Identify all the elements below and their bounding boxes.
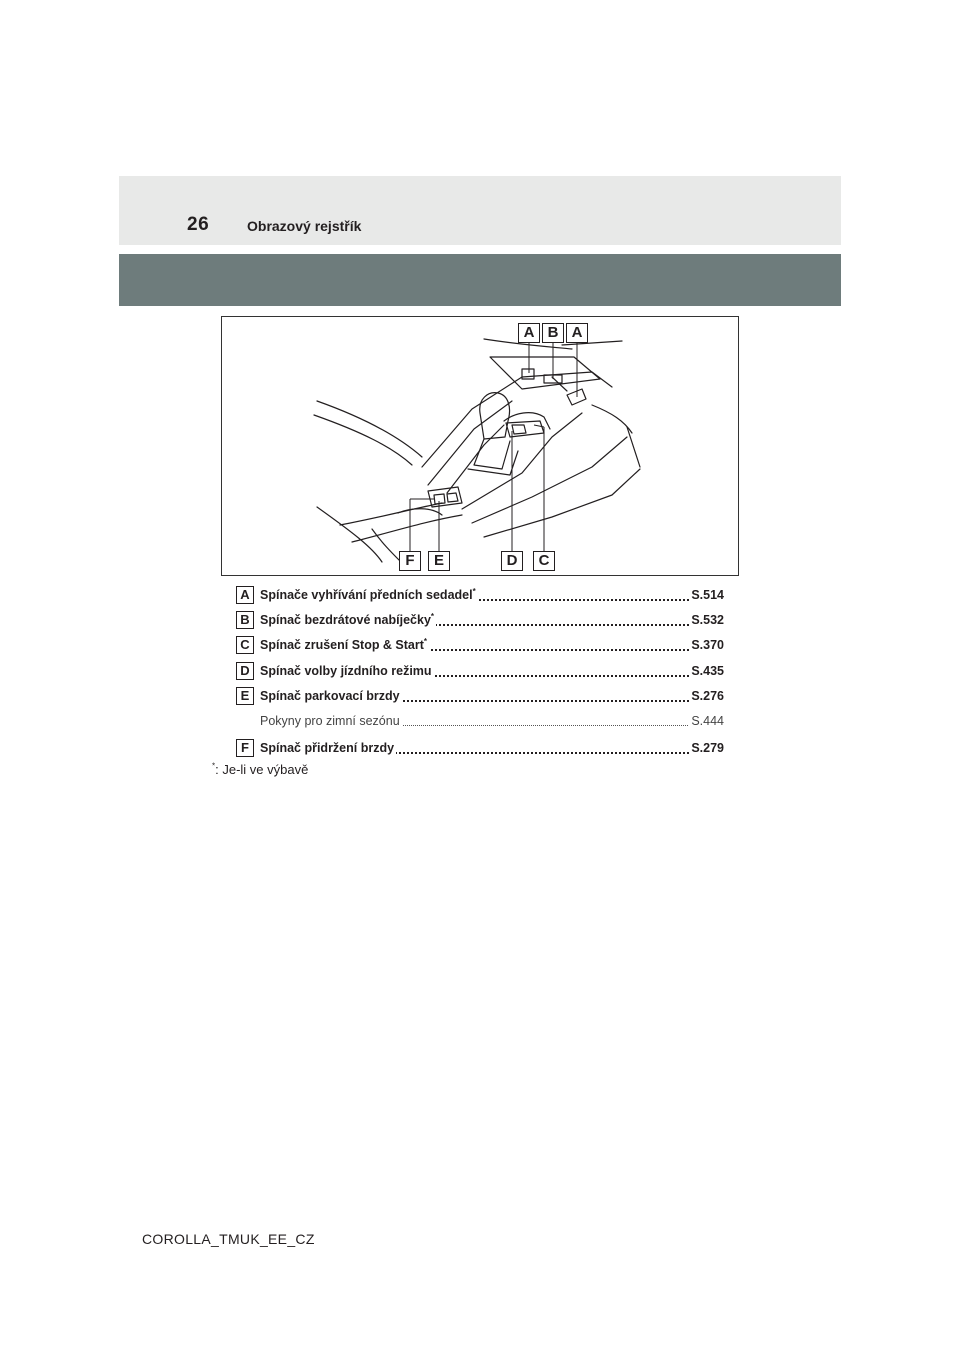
index-row[interactable] [236,635,724,657]
index-label: Spínač přidržení brzdy [260,741,395,755]
index-row[interactable] [236,661,724,683]
index-label: Spínač zrušení Stop & Start* [260,636,428,652]
page-reference[interactable]: S.370 [691,638,724,652]
center-console-illustration [221,316,739,576]
page-reference[interactable]: S.532 [691,613,724,627]
index-row[interactable] [236,738,724,760]
index-label: Spínač volby jízdního režimu [260,664,432,678]
document-code: COROLLA_TMUK_EE_CZ [142,1231,315,1247]
page-reference[interactable]: S.444 [691,714,724,728]
callout-bottom-3: D [501,551,523,571]
callout-bottom-1: F [399,551,421,571]
header-band [119,176,841,245]
page-reference[interactable]: S.435 [691,664,724,678]
index-marker: D [236,662,254,680]
index-marker: E [236,687,254,705]
index-marker: B [236,611,254,629]
index-row[interactable] [236,610,724,632]
index-label: Pokyny pro zimní sezónu [260,714,400,728]
index-row[interactable] [236,686,724,708]
callout-top-3: A [566,323,588,343]
console-line-drawing [222,317,739,576]
callout-top-2: B [542,323,564,343]
index-marker: A [236,586,254,604]
index-label: Spínače vyhřívání předních sedadel* [260,586,476,602]
callout-top-1: A [518,323,540,343]
page-reference[interactable]: S.279 [691,741,724,755]
page-number: 26 [187,214,210,235]
page-reference[interactable]: S.514 [691,588,724,602]
section-title: Obrazový rejstřík [247,218,362,234]
footnote-text: : Je-li ve výbavě [215,762,309,777]
index-marker: C [236,636,254,654]
index-marker: F [236,739,254,757]
index-label: Spínač bezdrátové nabíječky* [260,611,435,627]
footnote [212,762,308,778]
index-label: Spínač parkovací brzdy [260,689,400,703]
callout-bottom-4: C [533,551,555,571]
chapter-band [119,254,841,306]
index-subrow[interactable] [236,711,724,733]
footnote-symbol: * [212,761,216,771]
page-reference[interactable]: S.276 [691,689,724,703]
callout-bottom-2: E [428,551,450,571]
index-row[interactable] [236,585,724,607]
